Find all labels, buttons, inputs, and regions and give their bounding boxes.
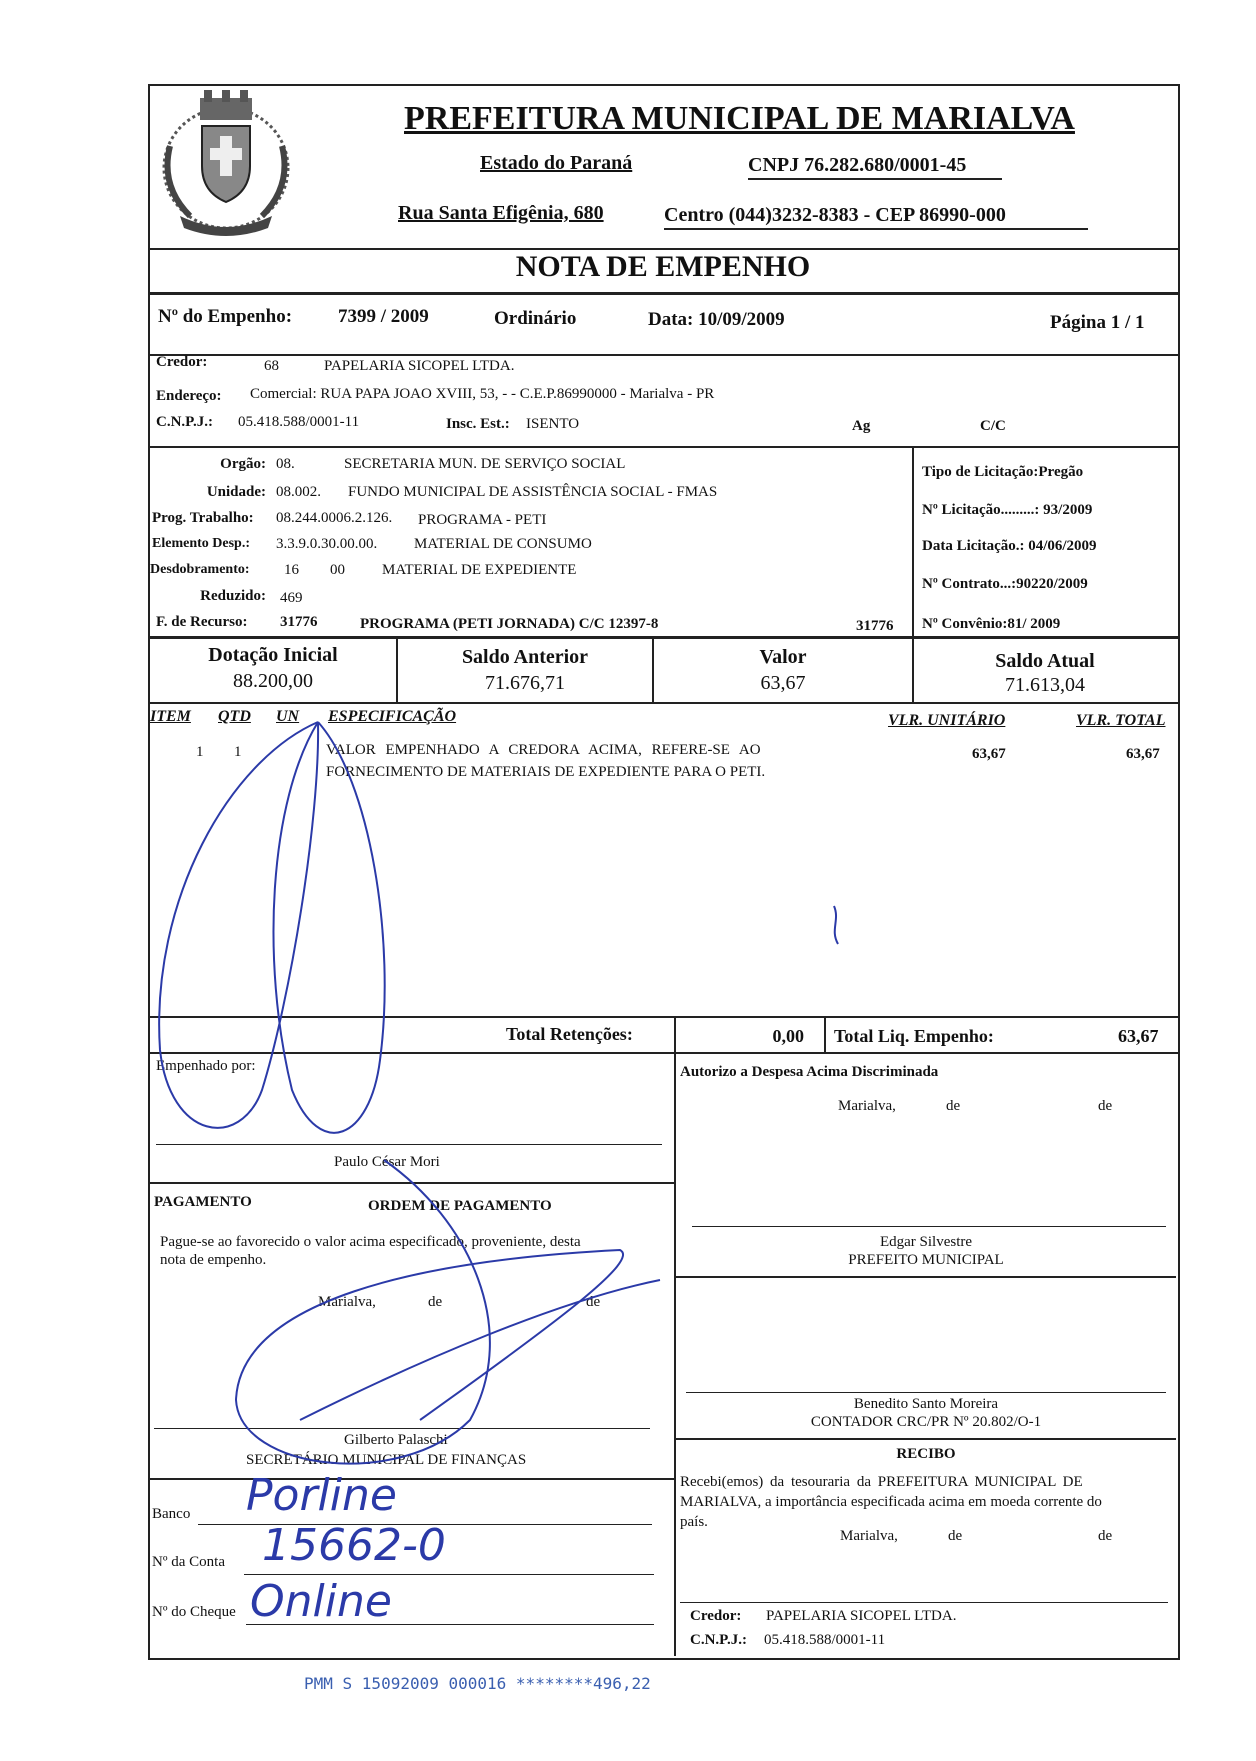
recibo-text-1: Recebi(emos) da tesouraria da PREFEITURA MUNICIPAL DE bbox=[680, 1474, 1083, 1490]
credor-cc-label: C/C bbox=[980, 418, 1006, 434]
emp-name: Paulo César Mori bbox=[334, 1154, 440, 1170]
banco-value: Porline bbox=[246, 1470, 397, 1521]
empenho-num-label: Nº do Empenho: bbox=[158, 306, 293, 327]
pag-de1: de bbox=[428, 1294, 443, 1310]
elem-label: Elemento Desp.: bbox=[152, 536, 250, 551]
credor-name: PAPELARIA SICOPEL LTDA. bbox=[324, 358, 515, 374]
liq-label: Total Liq. Empenho: bbox=[834, 1026, 994, 1046]
empenho-page: Página 1 / 1 bbox=[1050, 312, 1145, 333]
credor-insc-label: Insc. Est.: bbox=[446, 416, 510, 432]
header-state: Estado do Paraná bbox=[480, 152, 633, 174]
fonte: PROGRAMA (PETI JORNADA) C/C 12397-8 bbox=[360, 616, 659, 632]
credor-insc: ISENTO bbox=[526, 416, 580, 432]
ret: 0,00 bbox=[772, 1026, 804, 1046]
prog-code: 08.244.0006.2.126. bbox=[276, 510, 393, 526]
empenho-num: 7399 / 2009 bbox=[338, 306, 429, 327]
val-label: Valor bbox=[759, 646, 807, 668]
conta-value: 15662-0 bbox=[262, 1520, 446, 1571]
orgao-label: Orgão: bbox=[220, 456, 266, 472]
unidade-code: 08.002. bbox=[276, 484, 321, 500]
pag-ordem: ORDEM DE PAGAMENTO bbox=[368, 1198, 552, 1214]
recibo-cnpj-label: C.N.P.J.: bbox=[690, 1632, 747, 1648]
prefeito-name: Edgar Silvestre bbox=[879, 1234, 973, 1250]
pag-label: PAGAMENTO bbox=[154, 1194, 252, 1210]
payment-stamp: PMM S 15092009 000016 ********496,22 bbox=[304, 1674, 651, 1693]
credor-addr: Comercial: RUA PAPA JOAO XVIII, 53, - - C.E.P.86990000 - Marialva - PR bbox=[250, 386, 715, 402]
ant-label: Saldo Anterior bbox=[461, 646, 589, 668]
contador-name: Benedito Santo Moreira bbox=[853, 1396, 999, 1412]
header-cnpj: CNPJ 76.282.680/0001-45 bbox=[748, 154, 967, 176]
unidade-label: Unidade: bbox=[206, 484, 266, 500]
row-total: 63,67 bbox=[1126, 746, 1160, 762]
conta-label: Nº da Conta bbox=[152, 1554, 225, 1570]
col-unit: VLR. UNITÁRIO bbox=[888, 712, 1006, 729]
liq: 63,67 bbox=[1118, 1026, 1159, 1046]
sec-role: SECRETÁRIO MUNICIPAL DE FINANÇAS bbox=[246, 1452, 527, 1468]
col-total: VLR. TOTAL bbox=[1076, 712, 1166, 729]
elem: MATERIAL DE CONSUMO bbox=[414, 536, 592, 552]
desd-label: Desdobramento: bbox=[150, 562, 250, 577]
unidade: FUNDO MUNICIPAL DE ASSISTÊNCIA SOCIAL - FMAS bbox=[348, 484, 718, 500]
desd-code1: 16 bbox=[284, 562, 299, 578]
recibo-credor: PAPELARIA SICOPEL LTDA. bbox=[766, 1608, 957, 1624]
prog-label: Prog. Trabalho: bbox=[152, 510, 254, 526]
empenho-date: Data: 10/09/2009 bbox=[648, 309, 785, 330]
elem-code: 3.3.9.0.30.00.00. bbox=[276, 536, 378, 552]
val: 63,67 bbox=[760, 672, 806, 694]
header-contact: Centro (044)3232-8383 - CEP 86990-000 bbox=[664, 204, 1006, 226]
header-title: PREFEITURA MUNICIPAL DE MARIALVA bbox=[404, 100, 1075, 137]
col-item: ITEM bbox=[150, 708, 191, 725]
recibo-title: RECIBO bbox=[896, 1446, 956, 1462]
autorizo-de2: de bbox=[1098, 1098, 1113, 1114]
lic-data: Data Licitação.: 04/06/2009 bbox=[922, 538, 1097, 554]
recibo-cnpj: 05.418.588/0001-11 bbox=[764, 1632, 886, 1648]
credor-addr-label: Endereço: bbox=[156, 388, 222, 404]
prog: PROGRAMA - PETI bbox=[418, 512, 547, 528]
autorizo-place: Marialva, bbox=[838, 1098, 896, 1114]
doc-title: NOTA DE EMPENHO bbox=[515, 250, 811, 283]
pag-place: Marialva, bbox=[318, 1294, 376, 1310]
recibo-de2: de bbox=[1098, 1528, 1113, 1544]
lic-contrato: Nº Contrato...:90220/2009 bbox=[922, 576, 1088, 592]
emp-label: Empenhado por: bbox=[156, 1058, 256, 1074]
dot-label: Dotação Inicial bbox=[208, 644, 338, 666]
prefeito-role: PREFEITO MUNICIPAL bbox=[848, 1252, 1004, 1268]
lic-numero: Nº Licitação.........: 93/2009 bbox=[922, 502, 1093, 518]
ant: 71.676,71 bbox=[485, 672, 565, 694]
recibo-text-3: país. bbox=[680, 1514, 708, 1530]
ret-label: Total Retenções: bbox=[506, 1024, 633, 1044]
desd-code2: 00 bbox=[330, 562, 345, 578]
credor-label: Credor: bbox=[156, 354, 208, 370]
credor-code: 68 bbox=[264, 358, 279, 374]
header-address: Rua Santa Efigênia, 680 bbox=[398, 202, 604, 224]
atual-label: Saldo Atual bbox=[995, 650, 1095, 672]
orgao: SECRETARIA MUN. DE SERVIÇO SOCIAL bbox=[344, 456, 626, 472]
lic-convenio: Nº Convênio:81/ 2009 bbox=[922, 616, 1061, 632]
recibo-de1: de bbox=[948, 1528, 963, 1544]
pag-text-1: Pague-se ao favorecido o valor acima especificado, proveniente, desta bbox=[160, 1234, 581, 1250]
recibo-credor-label: Credor: bbox=[690, 1608, 742, 1624]
banco-label: Banco bbox=[152, 1506, 191, 1522]
col-espec: ESPECIFICAÇÃO bbox=[328, 708, 457, 725]
cheque-label: Nº do Cheque bbox=[152, 1604, 236, 1620]
row-unit: 63,67 bbox=[972, 746, 1006, 762]
fonte-code: 31776 bbox=[280, 614, 318, 630]
fonte-code2: 31776 bbox=[856, 618, 894, 634]
pag-de2: de bbox=[586, 1294, 601, 1310]
fonte-label: F. de Recurso: bbox=[156, 614, 248, 630]
row-desc-1: VALOR EMPENHADO A CREDORA ACIMA, REFERE-SE AO bbox=[326, 742, 761, 758]
row-qtd: 1 bbox=[234, 744, 242, 760]
credor-cnpj: 05.418.588/0001-11 bbox=[238, 414, 360, 430]
dot: 88.200,00 bbox=[233, 670, 313, 692]
row-desc-2: FORNECIMENTO DE MATERIAIS DE EXPEDIENTE PARA O PETI. bbox=[326, 764, 766, 780]
row-item: 1 bbox=[196, 744, 204, 760]
recibo-text-2: MARIALVA, a importância especificada acima em moeda corrente do bbox=[680, 1494, 1102, 1510]
cheque-value: Online bbox=[250, 1576, 392, 1627]
credor-ag-label: Ag bbox=[852, 418, 871, 434]
credor-cnpj-label: C.N.P.J.: bbox=[156, 414, 213, 430]
red-label: Reduzido: bbox=[200, 588, 266, 604]
sec-name: Gilberto Palaschi bbox=[344, 1432, 448, 1448]
col-un: UN bbox=[276, 708, 300, 725]
autorizo: Autorizo a Despesa Acima Discriminada bbox=[680, 1064, 939, 1080]
orgao-code: 08. bbox=[276, 456, 295, 472]
red: 469 bbox=[280, 590, 303, 606]
recibo-place: Marialva, bbox=[840, 1528, 898, 1544]
autorizo-de1: de bbox=[946, 1098, 961, 1114]
desd: MATERIAL DE EXPEDIENTE bbox=[382, 562, 577, 578]
empenho-type: Ordinário bbox=[494, 308, 577, 329]
pag-text-2: nota de empenho. bbox=[160, 1252, 267, 1268]
atual: 71.613,04 bbox=[1005, 674, 1085, 696]
lic-tipo: Tipo de Licitação:Pregão bbox=[922, 464, 1084, 480]
contador-role: CONTADOR CRC/PR Nº 20.802/O-1 bbox=[810, 1414, 1042, 1430]
col-qtd: QTD bbox=[218, 708, 251, 725]
